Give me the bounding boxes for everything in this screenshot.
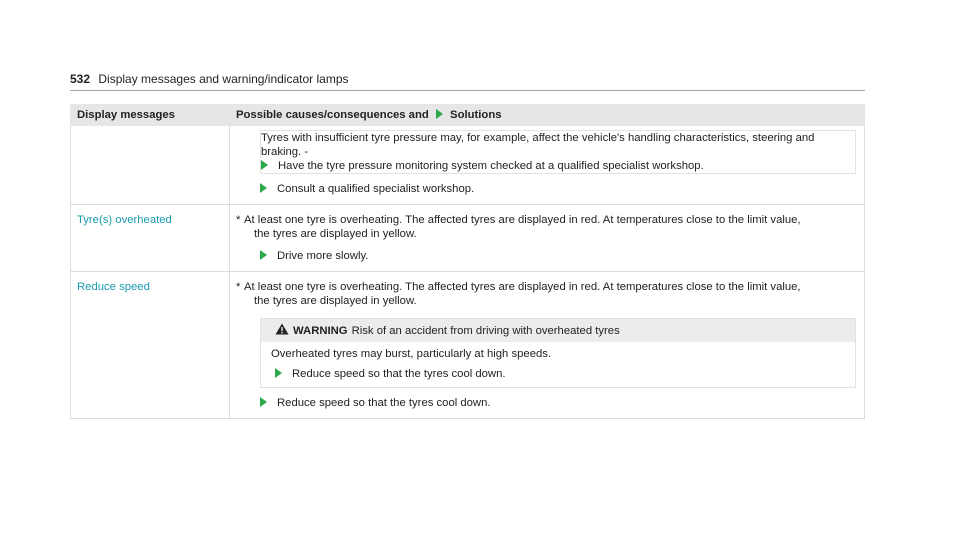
warning-label: WARNING: [293, 325, 348, 337]
footnote-star: *: [236, 281, 241, 293]
solution-step: [236, 396, 856, 410]
cause-text: [236, 213, 856, 241]
solutions-cell: [230, 126, 865, 205]
info-box-step-text: Have the tyre pressure monitoring system checked at a qualified specialist workshop.: [278, 160, 704, 172]
solution-step-text: Reduce speed so that the tyres cool down.: [277, 397, 491, 409]
solution-step-text: Drive more slowly.: [277, 250, 369, 262]
cause-line-2: the tyres are displayed in yellow.: [254, 295, 417, 307]
play-triangle-icon: [260, 183, 267, 193]
info-box-step: [261, 159, 855, 173]
footnote-star: *: [236, 214, 241, 226]
play-triangle-icon: [260, 397, 267, 407]
col-header-solutions-label: Solutions: [450, 109, 502, 121]
warning-step: [261, 363, 855, 387]
col-header-solutions: [230, 105, 865, 126]
warning-step-text: Reduce speed so that the tyres cool down.: [292, 368, 506, 380]
play-triangle-icon: [275, 368, 282, 378]
cause-line-1: At least one tyre is overheating. The affected tyres are displayed in red. At temperatures close to the limit value,: [244, 214, 801, 226]
solution-step-text: Consult a qualified specialist workshop.: [277, 183, 475, 195]
warning-text: Overheated tyres may burst, particularly at high speeds.: [271, 348, 552, 360]
page-number: 532: [70, 72, 91, 86]
play-triangle-icon: [260, 250, 267, 260]
message-tyres-overheated: Tyre(s) overheated: [71, 205, 230, 272]
table-row-reduce-speed: [71, 272, 865, 419]
table-row-overheated: [71, 205, 865, 272]
play-triangle-icon: [261, 160, 268, 170]
warning-box: [260, 318, 856, 388]
info-box-text: Tyres with insufficient tyre pressure may, for example, affect the vehicle's handling characteristics, steering and braking. -: [261, 132, 815, 158]
warning-title: Risk of an accident from driving with overheated tyres: [351, 325, 620, 337]
message-reduce-speed: Reduce speed: [71, 272, 230, 419]
solutions-cell: [230, 205, 865, 272]
display-messages-table: [70, 104, 865, 419]
page-title: Display messages and warning/indicator lamps: [98, 72, 349, 86]
cause-line-1: At least one tyre is overheating. The affected tyres are displayed in red. At temperatures close to the limit value,: [244, 281, 801, 293]
warning-header: [261, 319, 855, 342]
message-cell-empty: [71, 126, 230, 205]
solution-step: [236, 182, 856, 196]
cause-line-2: the tyres are displayed in yellow.: [254, 228, 417, 240]
table-row-continued: [71, 126, 865, 205]
play-triangle-icon: [436, 109, 443, 119]
col-header-causes-label: Possible causes/consequences and: [236, 109, 429, 121]
page-header: [70, 72, 865, 91]
cause-text: [236, 280, 856, 308]
solutions-cell: [230, 272, 865, 419]
warning-triangle-icon: [275, 323, 289, 335]
info-box: [260, 130, 856, 174]
table-header-row: [71, 105, 865, 126]
solution-step: [236, 249, 856, 263]
col-header-messages: Display messages: [71, 105, 230, 126]
